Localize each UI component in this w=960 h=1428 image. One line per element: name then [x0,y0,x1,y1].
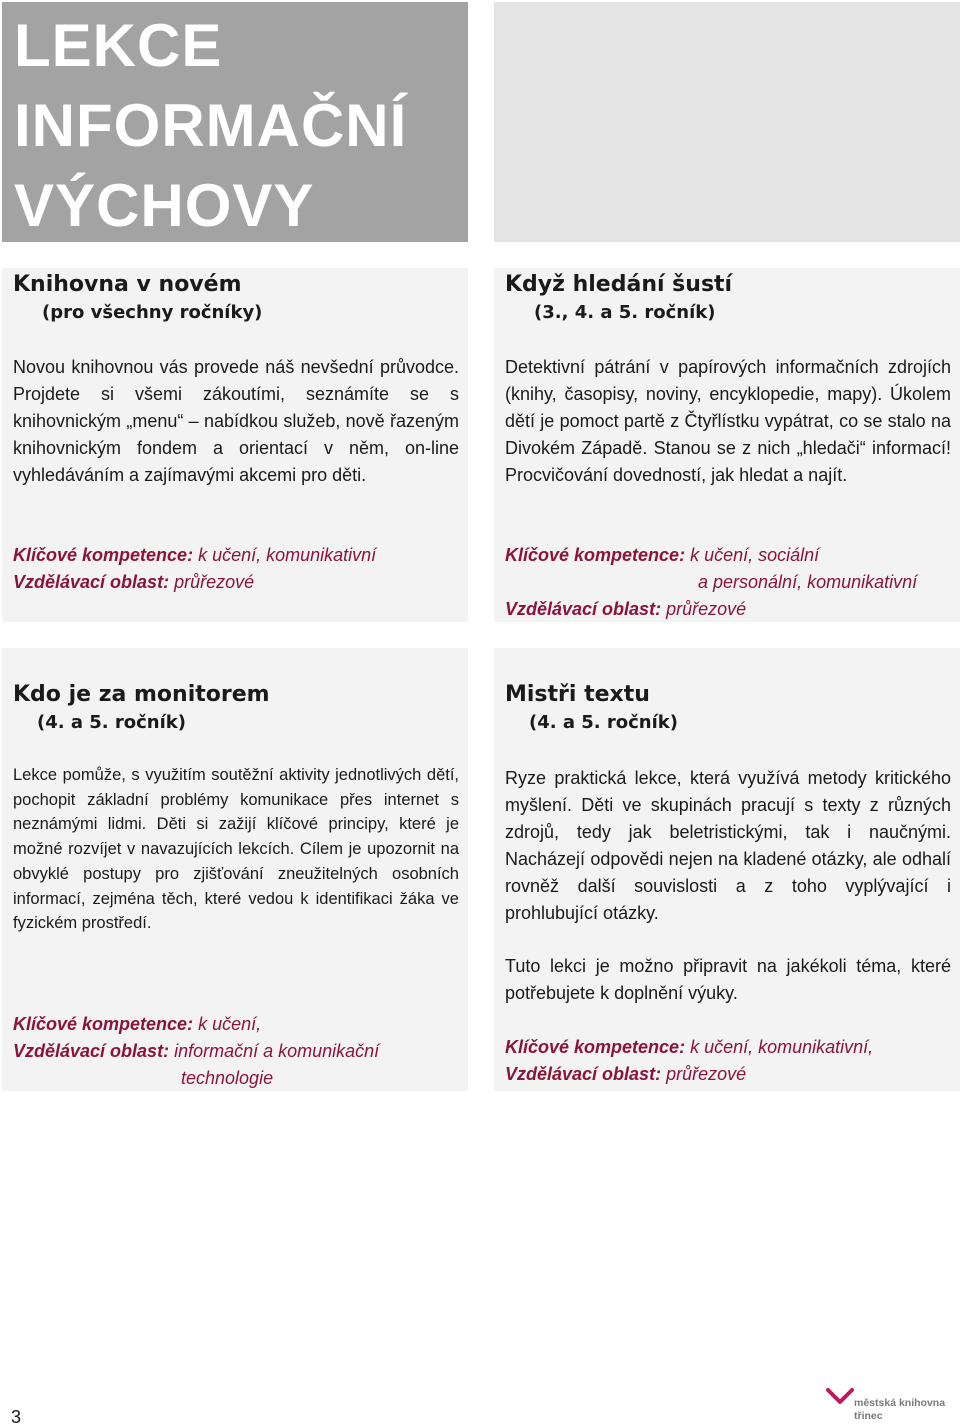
competence-value: k učení, sociální [685,545,820,565]
education-area-continued: technologie [181,1068,274,1088]
competence-value: k učení, komunikativní, [685,1037,874,1057]
area-label: Vzdělávací oblast: [13,572,170,592]
lesson-grade: (pro všechny ročníky) [42,302,263,323]
logo-text-line-1: městská knihovna [854,1397,946,1409]
lesson-title: Knihovna v novém [13,272,242,297]
lesson-description: Novou knihovnou vás provede náš nevšední průvodce. Projdete si všemi zákoutími, seznámíte se s knihovnickým „menu“ – nabídkou služeb, nově řazeným knihovnickým fondem a orientací v něm, on-line vyhledáváním a zajímavými akcemi pro děti. [13,357,459,485]
library-logo-mark-icon [826,1386,854,1410]
competence-value: k učení, komunikativní [193,545,377,565]
competence-label: Klíčové kompetence: [13,1014,194,1034]
key-competences [13,1011,261,1038]
lesson-card-knihovna-v-novem [2,268,468,622]
lesson-grade: (4. a 5. ročník) [529,712,678,733]
area-label: Vzdělávací oblast: [505,599,662,619]
title-line-3: VÝCHOVY [14,172,315,239]
key-competences [505,542,819,569]
lesson-title: Když hledání šustí [505,272,733,297]
area-value: průřezové [661,599,747,619]
lesson-description: Lekce pomůže, s využitím soutěžní aktivity jednotlivých dětí, pochopit základní problémy komunikace přes internet s neznámými lidmi. Děti si zažijí klíčové principy, které je možné rozvíjet v navazujících lekcích. Cílem je upozornit na obvyklé postupy pro zjišťování zneužitelných osobních informací, zejména těch, které vedou k identifikaci žáka ve fyzickém prostředí. [13,766,459,933]
lesson-grade: (4. a 5. ročník) [37,712,186,733]
title-block [2,2,468,242]
key-competences [13,542,376,569]
education-area [13,569,254,596]
lesson-grade: (3., 4. a 5. ročník) [534,302,716,323]
lesson-title: Kdo je za monitorem [13,682,270,707]
education-area [13,1038,379,1065]
lesson-description-extra: Tuto lekci je možno připravit na jakékoli téma, které potřebujete k doplnění výuky. [505,956,951,1003]
lesson-card-kdo-je-za-monitorem [2,648,468,1091]
area-value: průřezové [169,572,255,592]
area-value: průřezové [661,1064,747,1084]
logo-text-line-2: třinec [854,1410,883,1422]
lesson-card-mistri-textu [494,648,960,1091]
decorative-panel [494,2,960,242]
lesson-card-kdyz-hledani-susti [494,268,960,622]
lesson-description: Ryze praktická lekce, která využívá metody kritického myšlení. Děti ve skupinách pracují s texty z různých zdrojů, tedy jak beletristickými, tak i naučnými. Nacházejí odpovědi nejen na kladené otázky, ale odhalí rovněž další souvislosti a z toho vyplývající i prohlubující otázky. [505,768,951,923]
competence-value: k učení, [193,1014,262,1034]
area-value: informační a komunikační [169,1041,380,1061]
page-number: 3 [11,1407,22,1427]
lesson-description: Detektivní pátrání v papírových informačních zdrojích (knihy, časopisy, noviny, encyklopedie, mapy). Úkolem dětí je pomoct partě z Čtyřlístku vypátrat, co se stalo na Divokém Západě. Stanou se z nich „hledači“ informací! Procvičování dovedností, jak hledat a najít. [505,357,951,485]
lesson-title: Mistři textu [505,682,650,707]
title-line-1: LEKCE [14,12,223,79]
area-label: Vzdělávací oblast: [505,1064,662,1084]
key-competences-continued: a personální, komunikativní [698,572,918,592]
education-area [505,1061,746,1088]
competence-label: Klíčové kompetence: [505,1037,686,1057]
competence-label: Klíčové kompetence: [505,545,686,565]
title-line-2: INFORMAČNÍ [14,92,408,159]
competence-label: Klíčové kompetence: [13,545,194,565]
library-logo [826,1386,956,1422]
area-label: Vzdělávací oblast: [13,1041,170,1061]
education-area [505,596,746,623]
key-competences [505,1034,873,1061]
